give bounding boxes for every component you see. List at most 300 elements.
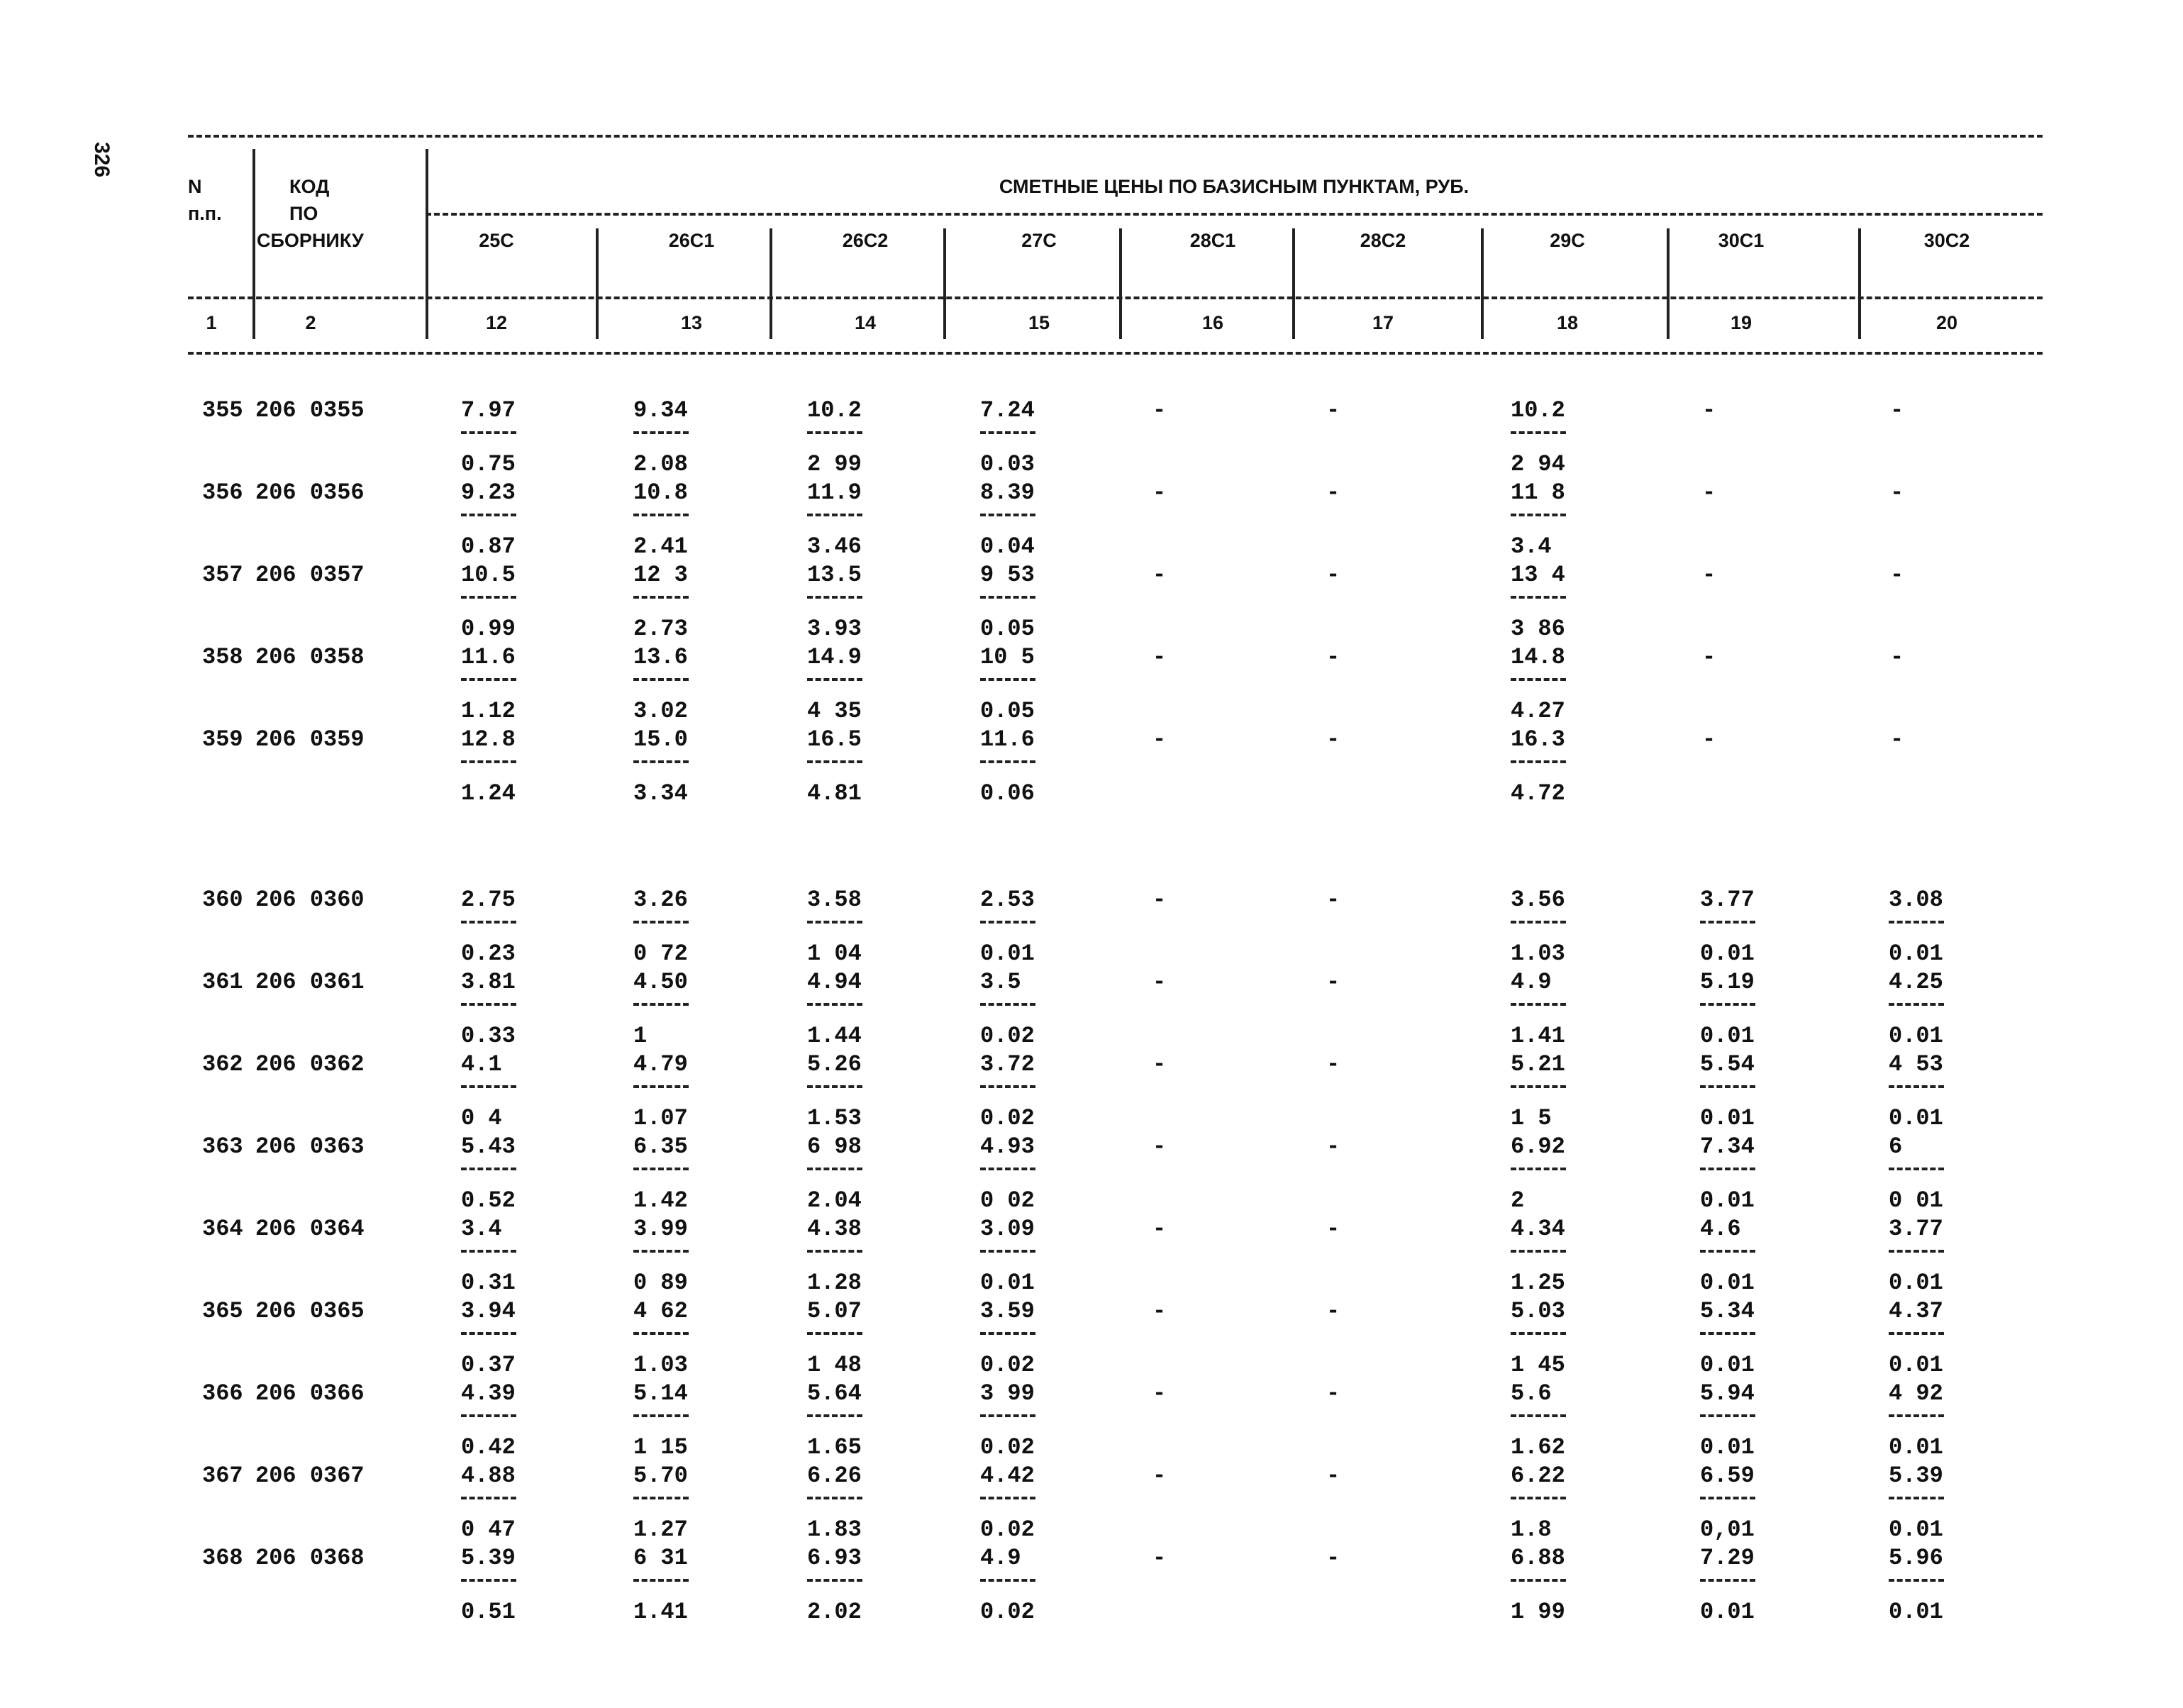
empty-dash: - (1152, 644, 1167, 670)
fraction-line (807, 596, 862, 599)
row-code: 206 0360 (255, 887, 365, 913)
fraction-line (1700, 1168, 1755, 1170)
price-value: 5.39 (1889, 1463, 1943, 1489)
price-value: 5.21 (1511, 1051, 1565, 1077)
column-divider (770, 228, 772, 339)
price-subvalue: 0.01 (1889, 1105, 1943, 1131)
price-subvalue: 0.02 (980, 1516, 1035, 1543)
header-numbers-rule (188, 296, 2043, 299)
price-subvalue: 0.01 (1889, 1434, 1943, 1460)
column-divider (1119, 228, 1122, 339)
header-col-4: 27С (1021, 230, 1057, 251)
price-value: 3.56 (1511, 887, 1565, 913)
row-number: 366 (202, 1380, 243, 1407)
price-subvalue: 1 99 (1511, 1599, 1565, 1625)
fraction-line (980, 1085, 1035, 1088)
column-divider (252, 149, 255, 339)
price-value: 11.9 (807, 479, 862, 506)
fraction-line (1511, 760, 1566, 763)
header-col-3: 26С2 (842, 230, 889, 251)
fraction-line (807, 431, 862, 434)
price-value: 11 8 (1511, 479, 1565, 506)
price-subvalue: 0 02 (980, 1187, 1035, 1214)
price-subvalue: 2.41 (633, 533, 688, 560)
fraction-line (1511, 596, 1566, 599)
price-value: 4.93 (980, 1133, 1035, 1160)
empty-dash: - (1326, 1545, 1340, 1571)
price-value: 3.77 (1889, 1216, 1943, 1242)
price-subvalue: 1.03 (633, 1352, 688, 1378)
fraction-line (1511, 1497, 1566, 1499)
row-number: 368 (202, 1545, 243, 1571)
header-top-rule (188, 135, 2043, 138)
fraction-line (461, 514, 516, 516)
fraction-line (807, 1250, 862, 1253)
price-subvalue: 1.12 (461, 698, 516, 724)
price-value: 6.93 (807, 1545, 862, 1571)
price-subvalue: 1.62 (1511, 1434, 1565, 1460)
row-number: 356 (202, 479, 243, 506)
fraction-line (807, 1003, 862, 1006)
fraction-line (461, 1414, 516, 1417)
price-subvalue: 2 94 (1511, 451, 1565, 477)
fraction-line (1889, 1250, 1944, 1253)
fraction-line (1889, 1003, 1944, 1006)
empty-dash: - (1702, 644, 1716, 670)
price-value: 3 99 (980, 1380, 1035, 1407)
price-subvalue: 2.02 (807, 1599, 862, 1625)
price-value: 11.6 (980, 726, 1035, 753)
price-value: 2.75 (461, 887, 516, 913)
price-value: 4.37 (1889, 1298, 1943, 1324)
empty-dash: - (1702, 726, 1716, 753)
header-col-1: 25С (479, 230, 514, 251)
header-col-9: 30С2 (1923, 230, 1970, 251)
fraction-line (633, 1332, 689, 1335)
column-divider (943, 228, 946, 339)
empty-dash: - (1152, 1298, 1167, 1324)
price-subvalue: 1 04 (807, 941, 862, 967)
price-subvalue: 0.06 (980, 780, 1035, 806)
price-value: 3.59 (980, 1298, 1035, 1324)
price-subvalue: 0.51 (461, 1599, 516, 1625)
price-value: 6 (1889, 1133, 1903, 1160)
fraction-line (1700, 1085, 1755, 1088)
price-subvalue: 0.01 (980, 941, 1035, 967)
header-bottom-rule (188, 352, 2043, 355)
fraction-line (980, 596, 1035, 599)
row-code: 206 0366 (255, 1380, 365, 1407)
empty-dash: - (1326, 969, 1340, 995)
price-value: 15.0 (633, 726, 688, 753)
fraction-line (980, 1579, 1035, 1582)
empty-dash: - (1152, 887, 1167, 913)
fraction-line (633, 678, 689, 681)
row-code: 206 0368 (255, 1545, 365, 1571)
price-subvalue: 0.02 (980, 1352, 1035, 1378)
empty-dash: - (1326, 726, 1340, 753)
price-subvalue: 0.02 (980, 1105, 1035, 1131)
price-value: 7.34 (1700, 1133, 1755, 1160)
fraction-line (461, 1497, 516, 1499)
price-subvalue: 1.27 (633, 1516, 688, 1543)
fraction-line (980, 678, 1035, 681)
price-value: 3.58 (807, 887, 862, 913)
price-subvalue: 3.02 (633, 698, 688, 724)
price-subvalue: 3.34 (633, 780, 688, 806)
row-code: 206 0362 (255, 1051, 365, 1077)
empty-dash: - (1702, 562, 1716, 588)
empty-dash: - (1326, 1051, 1340, 1077)
price-value: 9.34 (633, 397, 688, 423)
fraction-line (461, 1168, 516, 1170)
fraction-line (1700, 1497, 1755, 1499)
column-number-15: 15 (1028, 312, 1050, 333)
row-number: 357 (202, 562, 243, 588)
price-subvalue: 0.31 (461, 1270, 516, 1296)
price-value: 5.26 (807, 1051, 862, 1077)
fraction-line (1511, 1168, 1566, 1170)
price-value: 5.39 (461, 1545, 516, 1571)
price-value: 4.39 (461, 1380, 516, 1407)
price-value: 5.54 (1700, 1051, 1755, 1077)
fraction-line (633, 1085, 689, 1088)
price-subvalue: 0 4 (461, 1105, 502, 1131)
price-subvalue: 0 72 (633, 941, 688, 967)
price-subvalue: 0.05 (980, 698, 1035, 724)
fraction-line (1700, 921, 1755, 924)
header-col-8: 30С1 (1718, 230, 1765, 251)
fraction-line (1511, 1003, 1566, 1006)
price-value: 7.29 (1700, 1545, 1755, 1571)
price-value: 16.3 (1511, 726, 1565, 753)
column-number-16: 16 (1201, 312, 1224, 333)
empty-dash: - (1890, 562, 1904, 588)
empty-dash: - (1326, 644, 1340, 670)
column-number-17: 17 (1372, 312, 1394, 333)
price-subvalue: 4.72 (1511, 780, 1565, 806)
price-subvalue: 0.01 (1889, 1023, 1943, 1049)
fraction-line (1700, 1332, 1755, 1335)
row-number: 365 (202, 1298, 243, 1324)
fraction-line (1700, 1579, 1755, 1582)
header-col-7: 29С (1550, 230, 1585, 251)
price-subvalue: 1.03 (1511, 941, 1565, 967)
price-value: 3.94 (461, 1298, 516, 1324)
price-value: 3.99 (633, 1216, 688, 1242)
price-value: 3.72 (980, 1051, 1035, 1077)
fraction-line (633, 596, 689, 599)
price-subvalue: 2 99 (807, 451, 862, 477)
price-value: 5.07 (807, 1298, 862, 1324)
price-value: 4.6 (1700, 1216, 1741, 1242)
fraction-line (980, 514, 1035, 516)
empty-dash: - (1326, 397, 1340, 423)
price-value: 6.88 (1511, 1545, 1565, 1571)
fraction-line (633, 431, 689, 434)
group-rule (426, 213, 2043, 216)
price-subvalue: 1 45 (1511, 1352, 1565, 1378)
price-value: 4 62 (633, 1298, 688, 1324)
price-subvalue: 0.01 (1700, 941, 1755, 967)
fraction-line (1700, 1250, 1755, 1253)
fraction-line (980, 1497, 1035, 1499)
fraction-line (461, 678, 516, 681)
row-number: 363 (202, 1133, 243, 1160)
empty-dash: - (1326, 1463, 1340, 1489)
header-code-label-3: СБОРНИКУ (257, 230, 364, 251)
price-value: 10.8 (633, 479, 688, 506)
row-number: 355 (202, 397, 243, 423)
price-value: 5.64 (807, 1380, 862, 1407)
price-value: 14.8 (1511, 644, 1565, 670)
price-subvalue: 3 86 (1511, 616, 1565, 642)
empty-dash: - (1326, 1380, 1340, 1407)
price-value: 6.35 (633, 1133, 688, 1160)
price-subvalue: 1.83 (807, 1516, 862, 1543)
column-number-19: 19 (1730, 312, 1752, 333)
empty-dash: - (1890, 644, 1904, 670)
price-value: 4 53 (1889, 1051, 1943, 1077)
price-value: 4.25 (1889, 969, 1943, 995)
fraction-line (1889, 921, 1944, 924)
price-subvalue: 0.01 (1700, 1270, 1755, 1296)
row-number: 364 (202, 1216, 243, 1242)
price-value: 3.77 (1700, 887, 1755, 913)
price-subvalue: 1.42 (633, 1187, 688, 1214)
fraction-line (807, 760, 862, 763)
empty-dash: - (1326, 887, 1340, 913)
fraction-line (1511, 1332, 1566, 1335)
price-value: 4.38 (807, 1216, 862, 1242)
price-value: 11.6 (461, 644, 516, 670)
price-subvalue: 0.52 (461, 1187, 516, 1214)
row-number: 361 (202, 969, 243, 995)
empty-dash: - (1702, 479, 1716, 506)
column-number-13: 13 (680, 312, 703, 333)
row-number: 362 (202, 1051, 243, 1077)
price-value: 10.5 (461, 562, 516, 588)
fraction-line (461, 1085, 516, 1088)
price-subvalue: 0.01 (1700, 1352, 1755, 1378)
column-divider (596, 228, 599, 339)
price-value: 6.59 (1700, 1463, 1755, 1489)
fraction-line (633, 760, 689, 763)
price-subvalue: 0.99 (461, 616, 516, 642)
price-value: 6.92 (1511, 1133, 1565, 1160)
price-subvalue: 1.8 (1511, 1516, 1552, 1543)
column-divider (1481, 228, 1484, 339)
fraction-line (807, 1168, 862, 1170)
empty-dash: - (1152, 1216, 1167, 1242)
price-subvalue: 0.01 (1889, 1516, 1943, 1543)
fraction-line (980, 1250, 1035, 1253)
fraction-line (1889, 1497, 1944, 1499)
price-value: 9 53 (980, 562, 1035, 588)
column-number-2: 2 (305, 312, 316, 333)
price-value: 5.70 (633, 1463, 688, 1489)
price-value: 10.2 (1511, 397, 1565, 423)
row-code: 206 0356 (255, 479, 365, 506)
price-subvalue: 0.01 (1889, 1270, 1943, 1296)
price-value: 4.42 (980, 1463, 1035, 1489)
fraction-line (807, 1497, 862, 1499)
fraction-line (1511, 678, 1566, 681)
price-subvalue: 1.07 (633, 1105, 688, 1131)
price-value: 6.26 (807, 1463, 862, 1489)
price-value: 5.03 (1511, 1298, 1565, 1324)
price-value: 16.5 (807, 726, 862, 753)
price-subvalue: 1 48 (807, 1352, 862, 1378)
fraction-line (461, 760, 516, 763)
fraction-line (1511, 431, 1566, 434)
fraction-line (461, 1003, 516, 1006)
empty-dash: - (1890, 479, 1904, 506)
fraction-line (633, 1250, 689, 1253)
price-subvalue: 0.01 (1700, 1434, 1755, 1460)
row-number: 358 (202, 644, 243, 670)
price-subvalue: 0.01 (1700, 1105, 1755, 1131)
price-value: 6 31 (633, 1545, 688, 1571)
fraction-line (633, 1414, 689, 1417)
empty-dash: - (1326, 1133, 1340, 1160)
fraction-line (807, 1414, 862, 1417)
fraction-line (1889, 1414, 1944, 1417)
empty-dash: - (1152, 1545, 1167, 1571)
fraction-line (461, 1332, 516, 1335)
fraction-line (1700, 1414, 1755, 1417)
empty-dash: - (1152, 397, 1167, 423)
page-number: 326 (90, 142, 113, 178)
row-code: 206 0367 (255, 1463, 365, 1489)
price-subvalue: 1.25 (1511, 1270, 1565, 1296)
price-subvalue: 0.02 (980, 1434, 1035, 1460)
row-number: 360 (202, 887, 243, 913)
price-subvalue: 1.65 (807, 1434, 862, 1460)
price-value: 7.24 (980, 397, 1035, 423)
price-subvalue: 0.23 (461, 941, 516, 967)
price-subvalue: 0.01 (1889, 1352, 1943, 1378)
row-code: 206 0361 (255, 969, 365, 995)
price-subvalue: 0.01 (1889, 941, 1943, 967)
price-value: 4.50 (633, 969, 688, 995)
empty-dash: - (1702, 397, 1716, 423)
price-value: 6.22 (1511, 1463, 1565, 1489)
fraction-line (633, 1497, 689, 1499)
price-subvalue: 0.02 (980, 1599, 1035, 1625)
price-subvalue: 3.93 (807, 616, 862, 642)
column-divider (1292, 228, 1295, 339)
price-subvalue: 2.04 (807, 1187, 862, 1214)
price-subvalue: 0.01 (1700, 1599, 1755, 1625)
empty-dash: - (1152, 969, 1167, 995)
empty-dash: - (1326, 1216, 1340, 1242)
price-subvalue: 0 01 (1889, 1187, 1943, 1214)
header-group-title: СМЕТНЫЕ ЦЕНЫ ПО БАЗИСНЫМ ПУНКТАМ, РУБ. (999, 176, 1470, 197)
price-subvalue: 4.81 (807, 780, 862, 806)
empty-dash: - (1152, 562, 1167, 588)
header-col-5: 28С1 (1189, 230, 1236, 251)
fraction-line (1511, 1579, 1566, 1582)
price-value: 5.34 (1700, 1298, 1755, 1324)
price-value: 9.23 (461, 479, 516, 506)
price-subvalue: 0.75 (461, 451, 516, 477)
price-value: 4.94 (807, 969, 862, 995)
price-value: 13.5 (807, 562, 862, 588)
price-subvalue: 0.01 (980, 1270, 1035, 1296)
price-value: 4.1 (461, 1051, 502, 1077)
price-subvalue: 0.05 (980, 616, 1035, 642)
price-subvalue: 0.42 (461, 1434, 516, 1460)
price-value: 12.8 (461, 726, 516, 753)
price-value: 3.5 (980, 969, 1021, 995)
price-value: 7.97 (461, 397, 516, 423)
fraction-line (807, 678, 862, 681)
fraction-line (633, 1168, 689, 1170)
price-value: 3.4 (461, 1216, 502, 1242)
price-subvalue: 1.41 (1511, 1023, 1565, 1049)
row-code: 206 0357 (255, 562, 365, 588)
price-subvalue: 1.28 (807, 1270, 862, 1296)
price-value: 3.26 (633, 887, 688, 913)
price-subvalue: 0.04 (980, 533, 1035, 560)
price-value: 3.81 (461, 969, 516, 995)
price-subvalue: 3.4 (1511, 533, 1552, 560)
price-value: 5.96 (1889, 1545, 1943, 1571)
empty-dash: - (1152, 1463, 1167, 1489)
price-subvalue: 1 15 (633, 1434, 688, 1460)
price-value: 3.08 (1889, 887, 1943, 913)
price-subvalue: 1 (633, 1023, 648, 1049)
empty-dash: - (1152, 726, 1167, 753)
fraction-line (980, 1332, 1035, 1335)
fraction-line (980, 1003, 1035, 1006)
price-value: 4.88 (461, 1463, 516, 1489)
header-code-label-2: ПО (289, 203, 318, 224)
price-subvalue: 0.87 (461, 533, 516, 560)
price-subvalue: 0 89 (633, 1270, 688, 1296)
fraction-line (980, 1414, 1035, 1417)
fraction-line (807, 1579, 862, 1582)
column-number-14: 14 (854, 312, 877, 333)
empty-dash: - (1326, 479, 1340, 506)
fraction-line (1889, 1332, 1944, 1335)
row-code: 206 0359 (255, 726, 365, 753)
price-subvalue: 0,01 (1700, 1516, 1755, 1543)
fraction-line (633, 1579, 689, 1582)
price-value: 10 5 (980, 644, 1035, 670)
empty-dash: - (1326, 562, 1340, 588)
empty-dash: - (1152, 1133, 1167, 1160)
price-subvalue: 0.33 (461, 1023, 516, 1049)
price-subvalue: 4 35 (807, 698, 862, 724)
fraction-line (633, 921, 689, 924)
fraction-line (461, 596, 516, 599)
price-value: 12 3 (633, 562, 688, 588)
column-number-12: 12 (485, 312, 508, 333)
fraction-line (461, 1579, 516, 1582)
price-subvalue: 1.24 (461, 780, 516, 806)
fraction-line (1511, 921, 1566, 924)
price-value: 5.6 (1511, 1380, 1552, 1407)
price-value: 5.14 (633, 1380, 688, 1407)
fraction-line (633, 514, 689, 516)
header-num-label: N (188, 176, 202, 197)
price-value: 6 98 (807, 1133, 862, 1160)
header-col-2: 26С1 (668, 230, 715, 251)
price-subvalue: 0.01 (1700, 1187, 1755, 1214)
price-value: 13 4 (1511, 562, 1565, 588)
